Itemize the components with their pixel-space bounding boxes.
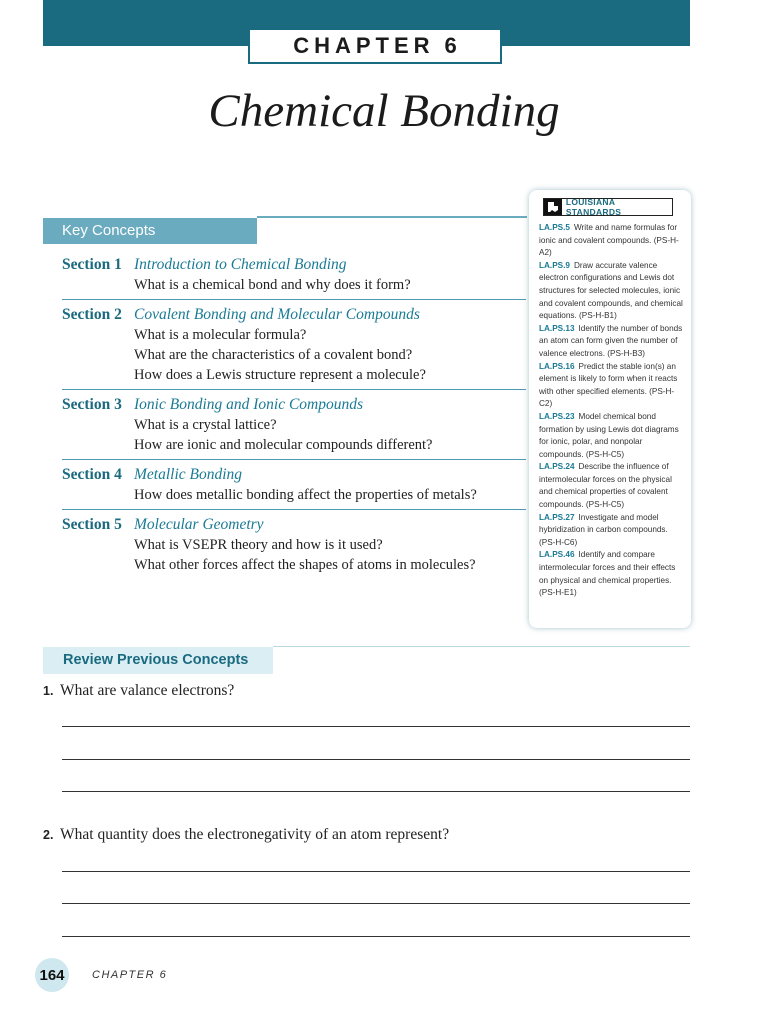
key-concepts-rule (257, 216, 527, 218)
section-3 (62, 390, 526, 460)
section-4 (62, 460, 526, 510)
section-question: What is a crystal lattice? (134, 417, 277, 433)
section-2 (62, 300, 526, 390)
standard-code: LA.PS.13 (539, 323, 575, 333)
chapter-number: 6 (444, 33, 457, 58)
standard-item (539, 411, 685, 461)
section-title: Introduction to Chemical Bonding (134, 256, 347, 273)
section-label: Section 3 (62, 396, 122, 413)
louisiana-standards-panel (529, 190, 691, 628)
standard-code: LA.PS.5 (539, 223, 570, 232)
standard-code: LA.PS.9 (539, 260, 570, 270)
standard-code: LA.PS.16 (539, 361, 575, 371)
section-question: What is a molecular formula? (134, 327, 307, 343)
answer-line[interactable] (62, 903, 690, 904)
standard-code: LA.PS.23 (539, 411, 575, 421)
section-title: Ionic Bonding and Ionic Compounds (134, 396, 364, 413)
standard-item (539, 461, 685, 511)
section-label: Section 5 (62, 516, 122, 533)
review-previous-concepts-heading: Review Previous Concepts (43, 647, 273, 674)
answer-line[interactable] (62, 936, 690, 937)
page-number: 164 (35, 958, 69, 992)
standard-item (539, 361, 685, 411)
section-label: Section 2 (62, 306, 122, 323)
section-title: Covalent Bonding and Molecular Compounds (134, 306, 420, 323)
section-label: Section 4 (62, 466, 122, 483)
question-number: 1. (43, 684, 54, 698)
page-title: Chemical Bonding (208, 85, 560, 137)
standard-text: Investigate and model hybridization in carbon compounds. (PS-H-C6) (539, 512, 668, 547)
section-question: What other forces affect the shapes of atoms in molecules? (134, 557, 476, 573)
footer-chapter-label: CHAPTER 6 (92, 969, 168, 981)
question-text: What quantity does the electronegativity of an atom represent? (60, 826, 450, 843)
standard-item (539, 549, 685, 599)
review-rule (273, 646, 690, 647)
answer-line[interactable] (62, 726, 690, 727)
section-question: What are the characteristics of a covalent bond? (134, 347, 413, 363)
standard-code: LA.PS.46 (539, 550, 575, 560)
section-1 (62, 254, 526, 300)
standard-text: Identify and compare intermolecular forces and their effects on physical and chemical properties. (PS-H-E1) (539, 550, 676, 598)
chapter-label (248, 28, 502, 64)
standard-text: Predict the stable ion(s) an element is likely to form when it reacts with other specified elements. (PS-H-C2) (539, 361, 678, 409)
key-concepts-list (62, 254, 526, 575)
standard-code: LA.PS.24 (539, 462, 575, 472)
answer-line[interactable] (62, 791, 690, 792)
standard-text: Identify the number of bonds an atom can form given the number of valence electrons. (PS-H-B3) (539, 323, 683, 358)
standards-badge (543, 198, 673, 216)
section-question: What is a chemical bond and why does it form? (134, 277, 411, 293)
section-question: How does a Lewis structure represent a molecule? (134, 367, 426, 383)
louisiana-state-icon (544, 199, 562, 215)
answer-line[interactable] (62, 759, 690, 760)
standard-item (539, 512, 685, 550)
section-question: How does metallic bonding affect the properties of metals? (134, 487, 477, 503)
standard-item (539, 222, 685, 260)
section-question: How are ionic and molecular compounds different? (134, 437, 433, 453)
standards-badge-label: LOUISIANA STANDARDS (565, 197, 622, 217)
standard-code: LA.PS.27 (539, 512, 575, 522)
chapter-word: CHAPTER (293, 33, 435, 58)
standard-text: Write and name formulas for ionic and covalent compounds. (PS-H-A2) (539, 223, 679, 258)
section-title: Metallic Bonding (134, 466, 243, 483)
question-number: 2. (43, 828, 54, 842)
review-question-2 (43, 826, 449, 844)
answer-line[interactable] (62, 871, 690, 872)
standard-text: Model chemical bond formation by using Lewis dot diagrams for ionic, polar, and nonpolar compounds. (PS-H-C5) (539, 411, 679, 459)
section-label: Section 1 (62, 256, 122, 273)
key-concepts-heading: Key Concepts (43, 218, 257, 244)
question-text: What are valance electrons? (60, 682, 235, 699)
standard-item (539, 260, 685, 323)
review-question-1 (43, 682, 234, 700)
standard-text: Describe the influence of intermolecular forces on the physical and chemical properties of covalent compounds. (PS-H-C5) (539, 462, 672, 510)
section-5 (62, 510, 526, 575)
standard-item (539, 323, 685, 361)
standard-text: Draw accurate valence electron configurations and Lewis dot structures for selected molecules, ionic and covalent compounds, and chemical equations. (PS-H-B1) (539, 260, 683, 321)
section-question: What is VSEPR theory and how is it used? (134, 537, 383, 553)
section-title: Molecular Geometry (134, 516, 264, 533)
